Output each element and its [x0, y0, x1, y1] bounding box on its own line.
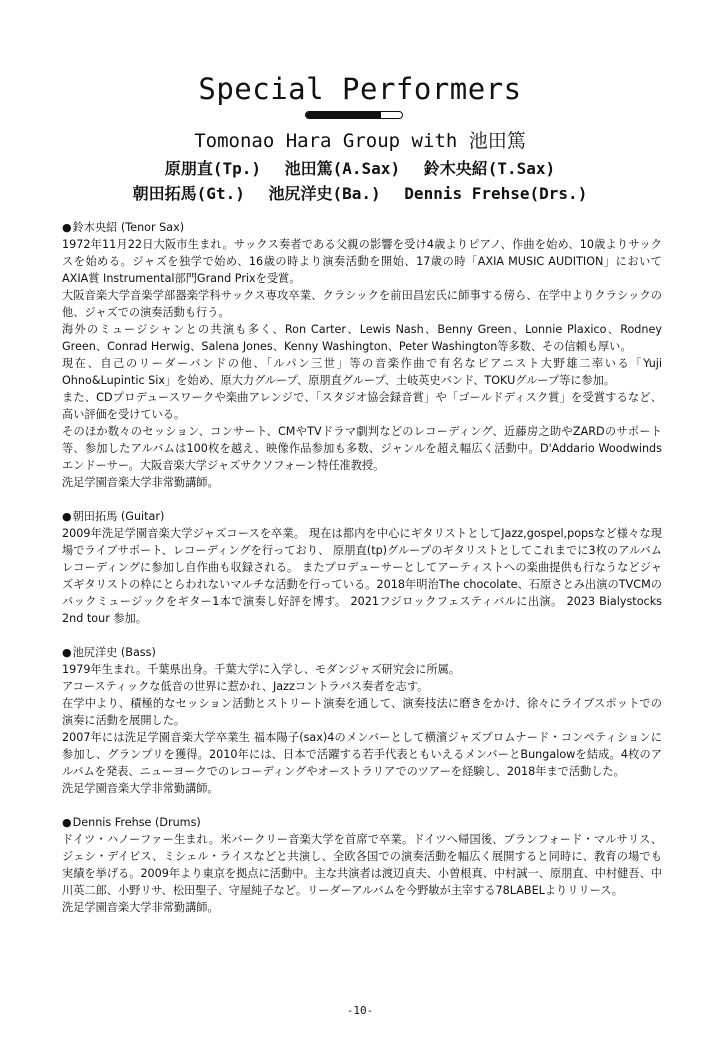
bio-section: [62, 508, 662, 627]
bio-heading-text: Dennis Frehse (Drums): [72, 816, 201, 829]
member-ikeda: 池田篤(A.Sax): [284, 159, 401, 178]
bio-paragraph: 洗足学園音楽大学非常勤講師。: [62, 901, 219, 914]
bio-paragraph: 洗足学園音楽大学非常勤講師。: [62, 782, 219, 795]
title-underline-bar-fill: [306, 112, 381, 118]
bullet-icon: ●: [62, 646, 72, 659]
page-number: -10-: [346, 1004, 374, 1017]
bio-paragraph: 2007年には洗足学園音楽大学卒業生 福本陽子(sax)4のメンバーとして横濱ジャズプロムナード・コンペティションに参加し、グランプリを獲得。2010年には、日本で活躍する若手代表ともいえるメンバーとBungalowを結成。4枚のアルバムを発表、ニューヨークでのレコーディングやオーストラリアでのツアーを経験し、2018年まで活動した。: [62, 731, 662, 778]
bullet-icon: ●: [62, 816, 72, 829]
bio-heading-text: 池尻洋史 (Bass): [72, 646, 156, 659]
bio-paragraph: 大阪音楽大学音楽学部器楽学科サックス専攻卒業、クラシックを前田昌宏氏に師事する傍ら、在学中よりクラシックの他、ジャズでの演奏活動も行う。: [62, 289, 662, 319]
bio-paragraph: 現在、自己のリーダーバンドの他、「ルパン三世」等の音楽作曲で有名なピアニスト大野雄二率いる「Yuji Ohno&Lupintic Six」を始め、原大力グループ、原朋直グループ、土岐英史バンド、TOKUグループ等に参加。: [62, 357, 662, 387]
title-underline-bar: [305, 111, 403, 119]
member-ikejiri: 池尻洋史(Ba.): [268, 184, 381, 203]
bio-section: [62, 814, 662, 916]
bio-paragraph: そのほか数々のセッション、コンサート、CMやTVドラマ劇判などのレコーディング、近藤房之助やZARDのサポート等、参加したアルバムは100枚を越え、映像作品参加も多数、ジャンルを超え幅広く活動中。D'Addario Woodwinds エンドーサー。大阪音楽大学ジャズサクソフォーン特任准教授。: [62, 425, 662, 472]
bio-heading: [62, 814, 662, 831]
bio-heading: [62, 219, 662, 236]
bio-paragraph: アコースティックな低音の世界に惹かれ、Jazzコントラバス奏者を志す。: [62, 680, 429, 693]
bios-section: [62, 219, 662, 933]
members-row-2: [0, 181, 720, 204]
page-title: Special Performers: [198, 72, 522, 106]
member-frehse: Dennis Frehse(Drs.): [404, 184, 588, 203]
bio-heading-text: 鈴木央紹 (Tenor Sax): [72, 221, 185, 234]
bio-paragraph: 1979年生まれ。千葉県出身。千葉大学に入学し、モダンジャズ研究会に所属。: [62, 663, 460, 676]
bio-section: [62, 219, 662, 491]
bio-paragraph: 2009年洗足学園音楽大学ジャズコースを卒業。 現在は都内を中心にギタリストとしてJazz,gospel,popsなど様々な現場でライブサポート、レコーディングを行っており、 原朋直(tp)グループのギタリストとしてこれまでに3枚のアルバムレコーディングに参加し自作曲も収録される。 またプロデューサーとしてアーティストへの楽曲提供も行なうなどジャズギタリストの枠にとらわれないマルチな活動を行っている。2018年明治The chocolate、石原さとみ出演のTVCMのバックミュージックをギター1本で演奏し好評を博す。 2021フジロックフェスティバルに出演。 2023 Bialystocks 2nd tour 参加。: [62, 527, 662, 625]
group-name: Tomonao Hara Group with 池田篤: [194, 130, 526, 152]
member-hara: 原朋直(Tp.): [164, 159, 261, 178]
bio-section: [62, 644, 662, 797]
bio-paragraph: 海外のミュージシャンとの共演も多く、Ron Carter、Lewis Nash、Benny Green、Lonnie Plaxico、Rodney Green、Conrad Herwig、Salena Jones、Kenny Washington、Peter Washington等多数、その信頼も厚い。: [62, 323, 662, 353]
bullet-icon: ●: [62, 510, 72, 523]
bio-heading: [62, 508, 662, 525]
bio-heading: [62, 644, 662, 661]
bio-paragraph: 1972年11月22日大阪市生まれ。サックス奏者である父親の影響を受け4歳よりピアノ、作曲を始め、10歳よりサックスを始める。ジャズを独学で始め、16歳の時より演奏活動を開始、17歳の時「AXIA MUSIC AUDITION」においてAXIA賞 Instrumental部門Grand Prixを受賞。: [62, 238, 662, 285]
member-asada: 朝田拓馬(Gt.): [132, 184, 245, 203]
members-row-1: [0, 156, 720, 179]
bio-paragraph: 洗足学園音楽大学非常勤講師。: [62, 476, 219, 489]
bio-paragraph: 在学中より、積極的なセッション活動とストリート演奏を通して、演奏技法に磨きをかけ、徐々にライブスポットでの演奏に活動を展開した。: [62, 697, 662, 727]
bio-paragraph: また、CDプロデュースワークや楽曲アレンジで、「スタジオ協会録音賞」や「ゴールドディスク賞」を受賞するなど、高い評価を受けている。: [62, 391, 662, 421]
member-suzuki: 鈴木央紹(T.Sax): [423, 159, 556, 178]
bio-paragraph: ドイツ・ハノーファー生まれ。米バークリー音楽大学を首席で卒業。ドイツへ帰国後、ブランフォード・マルサリス、ジェシ・デイビス、ミシェル・ライスなどと共演し、全欧各国での演奏活動を幅広く展開すると同時に、教育の場でも実績を挙げる。2009年より東京を拠点に活動中。主な共演者は渡辺貞夫、小曽根真、中村誠一、原朋直、中村健吾、中川英二郎、小野リサ、松田聖子、守屋純子など。リーダーアルバムを今野敏が主宰する78LABELよりリリース。: [62, 833, 662, 897]
bio-heading-text: 朝田拓馬 (Guitar): [72, 510, 165, 523]
bullet-icon: ●: [62, 221, 72, 234]
